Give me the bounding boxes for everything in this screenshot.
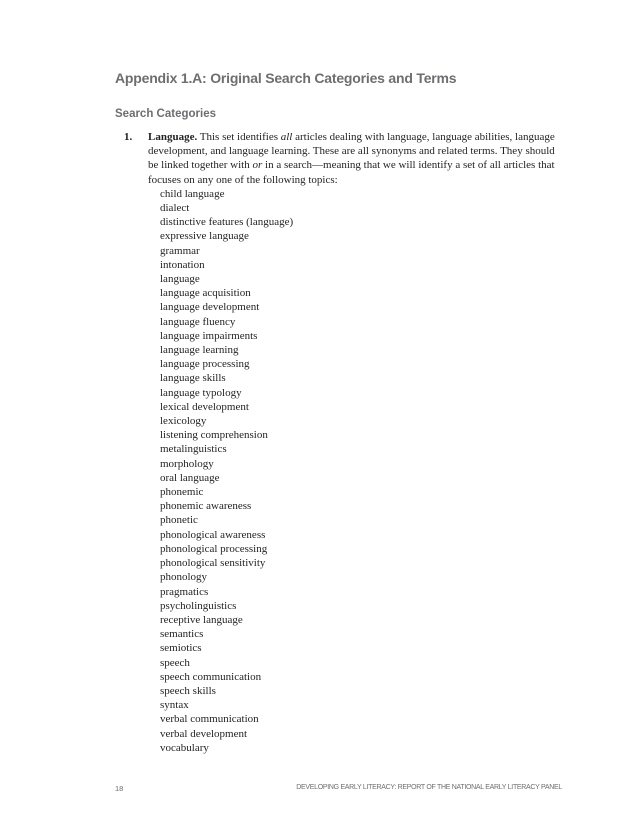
description-text-1: This set identifies bbox=[199, 131, 281, 143]
search-term: oral language bbox=[160, 471, 220, 484]
search-term: phonological sensitivity bbox=[160, 557, 266, 570]
search-term: distinctive features (language) bbox=[160, 216, 294, 229]
search-term: expressive language bbox=[160, 230, 249, 243]
page-number: 18 bbox=[115, 784, 124, 793]
appendix-title: Appendix 1.A: Original Search Categories and Terms bbox=[115, 70, 457, 86]
search-term: language development bbox=[160, 301, 260, 314]
search-term: phonological awareness bbox=[160, 528, 266, 541]
description-text-3: in a search—meaning that we will identify a set of all articles that focuses on any one of the following topics: bbox=[148, 159, 555, 186]
search-term: language processing bbox=[160, 358, 250, 371]
search-term: semiotics bbox=[160, 642, 202, 655]
search-term: morphology bbox=[160, 457, 214, 470]
search-term: phonology bbox=[160, 571, 208, 584]
search-term: pragmatics bbox=[160, 585, 209, 598]
description-emphasis-or: or bbox=[252, 159, 263, 172]
search-terms-list bbox=[148, 187, 564, 755]
search-term: lexicology bbox=[160, 415, 207, 428]
search-term: speech bbox=[160, 656, 190, 669]
search-term: language impairments bbox=[160, 329, 258, 342]
search-term: verbal development bbox=[160, 727, 248, 740]
search-term: syntax bbox=[160, 699, 189, 712]
search-term: language acquisition bbox=[160, 287, 251, 300]
search-term: language bbox=[160, 273, 200, 286]
search-term: language skills bbox=[160, 372, 226, 385]
search-term: language fluency bbox=[160, 315, 236, 328]
search-term: speech communication bbox=[160, 670, 262, 683]
search-term: phonemic awareness bbox=[160, 500, 252, 513]
category-item-language bbox=[124, 130, 564, 755]
search-category-list bbox=[124, 130, 564, 755]
search-term: grammar bbox=[160, 244, 200, 257]
search-term: semantics bbox=[160, 628, 204, 641]
search-term: verbal communication bbox=[160, 713, 259, 726]
search-term: psycholinguistics bbox=[160, 599, 237, 612]
search-term: metalinguistics bbox=[160, 443, 227, 456]
search-term: dialect bbox=[160, 202, 190, 215]
search-term: language learning bbox=[160, 344, 239, 357]
search-term: phonemic bbox=[160, 486, 204, 499]
section-heading: Search Categories bbox=[115, 108, 216, 120]
search-term: speech skills bbox=[160, 684, 216, 697]
search-term: listening comprehension bbox=[160, 429, 268, 442]
search-term: intonation bbox=[160, 258, 205, 271]
item-description bbox=[148, 130, 564, 187]
description-emphasis-all: all bbox=[280, 131, 293, 143]
item-title: Language. bbox=[148, 131, 198, 143]
item-number: 1. bbox=[124, 131, 133, 143]
search-term: language typology bbox=[160, 386, 242, 399]
search-term: child language bbox=[160, 187, 225, 200]
search-term: lexical development bbox=[160, 400, 249, 413]
search-term: receptive language bbox=[160, 613, 243, 626]
description-text-2: articles dealing with language, language abilities, language development, and language learning. These are all synonyms and related terms. They should be linked together with bbox=[148, 131, 555, 172]
search-term: phonetic bbox=[160, 514, 198, 527]
search-term: vocabulary bbox=[160, 741, 209, 754]
running-footer-title: DEVELOPING EARLY LITERACY: REPORT OF THE NATIONAL EARLY LITERACY PANEL bbox=[296, 784, 562, 791]
search-term: phonological processing bbox=[160, 542, 268, 555]
